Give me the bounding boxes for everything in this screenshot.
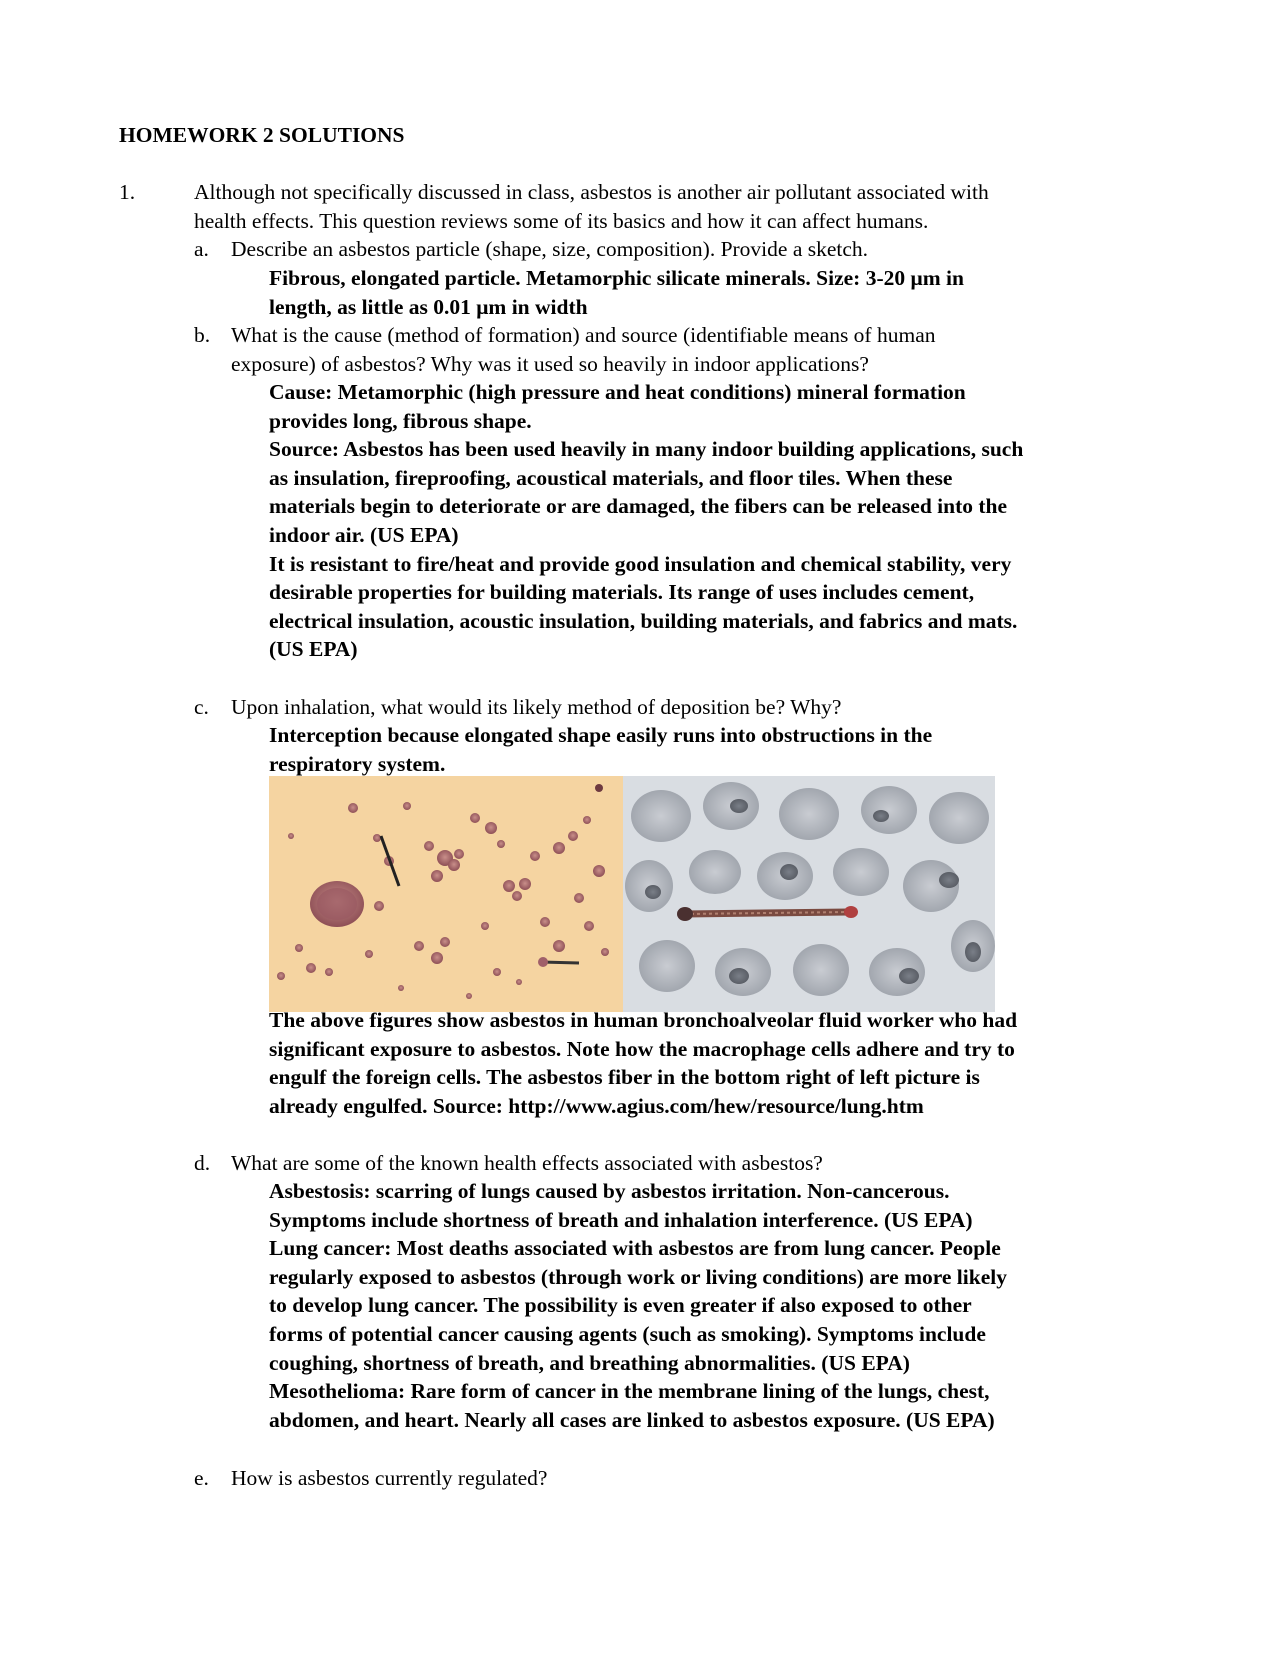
answer-line: regularly exposed to asbestos (through work or living conditions) are more likely bbox=[269, 1264, 1007, 1289]
caption-line: significant exposure to asbestos. Note how the macrophage cells adhere and try to bbox=[269, 1036, 1015, 1061]
answer-line: to develop lung cancer. The possibility is even greater if also exposed to other bbox=[269, 1293, 972, 1318]
part-a-answer bbox=[269, 264, 964, 321]
part-b-letter: b. bbox=[194, 323, 211, 347]
part-d-letter: d. bbox=[194, 1151, 211, 1175]
answer-line: materials begin to deteriorate or are damaged, the fibers can be released into the bbox=[269, 494, 1008, 519]
part-a-question-line: Describe an asbestos particle (shape, size, composition). Provide a sketch. bbox=[231, 237, 869, 261]
answer-line: Mesothelioma: Rare form of cancer in the membrane lining of the lungs, chest, bbox=[269, 1379, 990, 1404]
part-d-question-line: What are some of the known health effects associated with asbestos? bbox=[231, 1151, 823, 1175]
answer-line: It is resistant to fire/heat and provide good insulation and chemical stability, very bbox=[269, 551, 1012, 576]
answer-line: Fibrous, elongated particle. Metamorphic silicate minerals. Size: 3-20 μm in bbox=[269, 266, 964, 290]
question-number: 1. bbox=[119, 180, 136, 204]
part-e-question-line: How is asbestos currently regulated? bbox=[231, 1466, 548, 1490]
question-line: health effects. This question reviews some of its basics and how it can affect humans. bbox=[194, 209, 929, 233]
answer-line: Symptoms include shortness of breath and inhalation interference. (US EPA) bbox=[269, 1207, 973, 1232]
right-micrograph bbox=[623, 776, 995, 1012]
answer-line: Source: Asbestos has been used heavily in many indoor building applications, such bbox=[269, 437, 1024, 462]
answer-line: desirable properties for building materials. Its range of uses includes cement, bbox=[269, 580, 975, 605]
part-c-question-line: Upon inhalation, what would its likely method of deposition be? Why? bbox=[231, 695, 842, 719]
caption-line: The above figures show asbestos in human bronchoalveolar fluid worker who had bbox=[269, 1008, 1018, 1032]
answer-line: coughing, shortness of breath, and breathing abnormalities. (US EPA) bbox=[269, 1350, 910, 1375]
part-b-question-line: exposure) of asbestos? Why was it used so heavily in indoor applications? bbox=[231, 351, 869, 376]
caption-line: engulf the foreign cells. The asbestos fiber in the bottom right of left picture is bbox=[269, 1065, 980, 1090]
part-b-question-line: What is the cause (method of formation) and source (identifiable means of human bbox=[231, 323, 936, 347]
answer-line: Interception because elongated shape easily runs into obstructions in the bbox=[269, 723, 933, 747]
part-e-letter: e. bbox=[194, 1466, 209, 1490]
part-c-letter: c. bbox=[194, 695, 209, 719]
answer-line: electrical insulation, acoustic insulation, building materials, and fabrics and mats. bbox=[269, 608, 1018, 633]
question-line: Although not specifically discussed in class, asbestos is another air pollutant associated with bbox=[194, 180, 989, 204]
answer-line: provides long, fibrous shape. bbox=[269, 408, 532, 433]
left-micrograph bbox=[269, 776, 623, 1012]
answer-line: Cause: Metamorphic (high pressure and heat conditions) mineral formation bbox=[269, 380, 966, 404]
part-d-answer bbox=[269, 1177, 1007, 1434]
caption-line: already engulfed. Source: http://www.agius.com/hew/resource/lung.htm bbox=[269, 1093, 924, 1118]
answer-line: Asbestosis: scarring of lungs caused by asbestos irritation. Non-cancerous. bbox=[269, 1179, 950, 1203]
answer-line: (US EPA) bbox=[269, 637, 358, 662]
part-a-letter: a. bbox=[194, 237, 209, 261]
answer-line: Lung cancer: Most deaths associated with asbestos are from lung cancer. People bbox=[269, 1236, 1001, 1261]
asbestos-micrograph-figure bbox=[269, 776, 995, 1012]
answer-line: length, as little as 0.01 μm in width bbox=[269, 294, 588, 319]
answer-line: forms of potential cancer causing agents (such as smoking). Symptoms include bbox=[269, 1321, 986, 1346]
part-c-answer bbox=[269, 721, 932, 778]
answer-line: indoor air. (US EPA) bbox=[269, 522, 459, 547]
part-c-caption bbox=[269, 1006, 1017, 1120]
page-title: HOMEWORK 2 SOLUTIONS bbox=[119, 123, 405, 147]
question-text bbox=[194, 178, 1154, 236]
micrograph-image bbox=[269, 776, 995, 1012]
part-b-answer bbox=[269, 378, 1023, 664]
answer-line: as insulation, fireproofing, acoustical materials, and floor tiles. When these bbox=[269, 465, 953, 490]
answer-line: respiratory system. bbox=[269, 751, 446, 776]
answer-line: abdomen, and heart. Nearly all cases are linked to asbestos exposure. (US EPA) bbox=[269, 1407, 995, 1432]
